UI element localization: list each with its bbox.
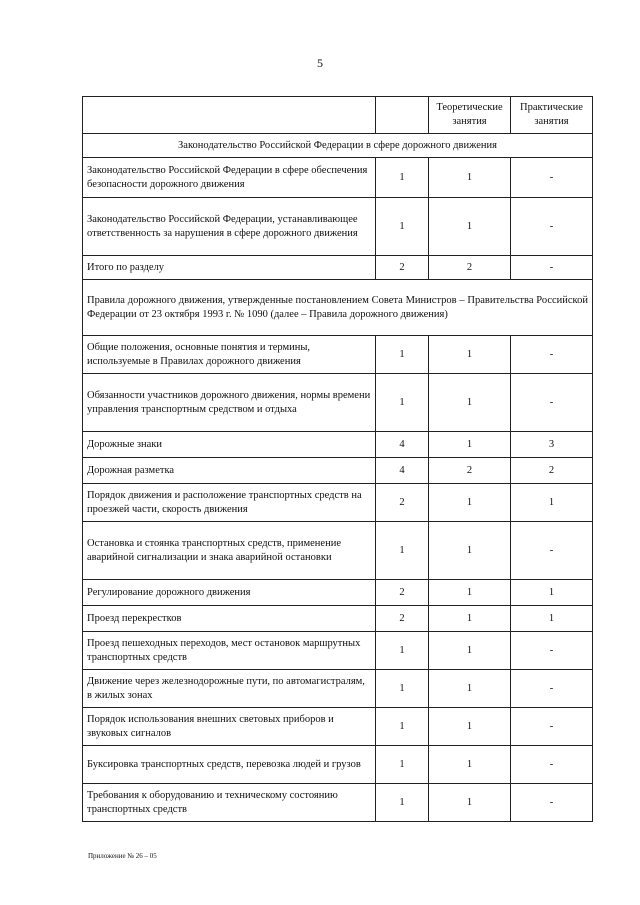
total-hours: 1: [376, 336, 429, 374]
practice-hours: -: [511, 632, 593, 670]
table-row: [83, 374, 593, 432]
table-row: [83, 336, 593, 374]
theory-hours: 1: [429, 484, 511, 522]
theory-hours: 1: [429, 158, 511, 198]
table-row: [83, 606, 593, 632]
practice-hours: -: [511, 670, 593, 708]
theory-hours: 2: [429, 458, 511, 484]
topic-name: Дорожные знаки: [83, 432, 376, 458]
table-row: [83, 632, 593, 670]
section-title-row: [83, 280, 593, 336]
subtotal-label: Итого по разделу: [83, 256, 376, 280]
table-row: [83, 746, 593, 784]
topic-name: Регулирование дорожного движения: [83, 580, 376, 606]
table-row: [83, 432, 593, 458]
table-row: [83, 784, 593, 822]
theory-hours: 1: [429, 784, 511, 822]
total-hours: 4: [376, 458, 429, 484]
practice-hours: -: [511, 198, 593, 256]
practice-hours: 2: [511, 458, 593, 484]
total-hours: 1: [376, 374, 429, 432]
section-title-row: [83, 134, 593, 158]
header-total-cell: [376, 97, 429, 134]
practice-hours: -: [511, 708, 593, 746]
theory-hours: 1: [429, 374, 511, 432]
topic-name: Порядок движения и расположение транспортных средств на проезжей части, скорость движения: [83, 484, 376, 522]
table-row: [83, 670, 593, 708]
total-hours: 1: [376, 198, 429, 256]
theory-hours: 1: [429, 708, 511, 746]
total-hours: 1: [376, 670, 429, 708]
header-practice-cell: Практические занятия: [511, 97, 593, 134]
topic-name: Законодательство Российской Федерации, устанавливающее ответственность за нарушения в сфере дорожного движения: [83, 198, 376, 256]
page-number: 5: [317, 56, 323, 70]
theory-hours: 1: [429, 336, 511, 374]
topic-name: Порядок использования внешних световых приборов и звуковых сигналов: [83, 708, 376, 746]
table-row: [83, 458, 593, 484]
practice-hours: -: [511, 336, 593, 374]
theory-hours: 1: [429, 632, 511, 670]
practice-hours: -: [511, 784, 593, 822]
table-row: [83, 484, 593, 522]
table-row: [83, 158, 593, 198]
theory-hours: 1: [429, 606, 511, 632]
topic-name: Проезд перекрестков: [83, 606, 376, 632]
table-row: [83, 580, 593, 606]
curriculum-table: [82, 96, 593, 822]
subtotal-row: [83, 256, 593, 280]
topic-name: Движение через железнодорожные пути, по автомагистралям, в жилых зонах: [83, 670, 376, 708]
theory-hours: 1: [429, 670, 511, 708]
total-hours: 2: [376, 606, 429, 632]
practice-hours: -: [511, 374, 593, 432]
total-hours: 2: [376, 484, 429, 522]
section1-title: Законодательство Российской Федерации в сфере дорожного движения: [83, 134, 593, 158]
theory-hours: 1: [429, 580, 511, 606]
topic-name: Буксировка транспортных средств, перевозка людей и грузов: [83, 746, 376, 784]
table-row: [83, 708, 593, 746]
table-row: [83, 522, 593, 580]
practice-hours: -: [511, 158, 593, 198]
theory-hours: 1: [429, 522, 511, 580]
total-hours: 1: [376, 522, 429, 580]
total-hours: 1: [376, 632, 429, 670]
section2-title: Правила дорожного движения, утвержденные постановлением Совета Министров – Правительства Российской Федерации от 23 октября 1993 г. № 1090 (далее – Правила дорожного движения): [83, 280, 593, 336]
topic-name: Общие положения, основные понятия и термины, используемые в Правилах дорожного движения: [83, 336, 376, 374]
subtotal-practice: -: [511, 256, 593, 280]
total-hours: 2: [376, 580, 429, 606]
total-hours: 1: [376, 746, 429, 784]
topic-name: Требования к оборудованию и техническому состоянию транспортных средств: [83, 784, 376, 822]
theory-hours: 1: [429, 432, 511, 458]
practice-hours: 1: [511, 606, 593, 632]
topic-name: Обязанности участников дорожного движения, нормы времени управления транспортным средством и отдыха: [83, 374, 376, 432]
topic-name: Остановка и стоянка транспортных средств, применение аварийной сигнализации и знака аварийной остановки: [83, 522, 376, 580]
table-header-row: [83, 97, 593, 134]
header-theory-cell: Теоретические занятия: [429, 97, 511, 134]
topic-name: Дорожная разметка: [83, 458, 376, 484]
subtotal-total: 2: [376, 256, 429, 280]
footer-appendix-label: Приложение № 26 – 05: [88, 852, 157, 860]
practice-hours: 1: [511, 580, 593, 606]
practice-hours: 1: [511, 484, 593, 522]
theory-hours: 1: [429, 198, 511, 256]
theory-hours: 1: [429, 746, 511, 784]
total-hours: 1: [376, 158, 429, 198]
topic-name: Проезд пешеходных переходов, мест остановок маршрутных транспортных средств: [83, 632, 376, 670]
table-row: [83, 198, 593, 256]
total-hours: 1: [376, 784, 429, 822]
header-topic-cell: [83, 97, 376, 134]
total-hours: 1: [376, 708, 429, 746]
total-hours: 4: [376, 432, 429, 458]
practice-hours: -: [511, 746, 593, 784]
practice-hours: 3: [511, 432, 593, 458]
practice-hours: -: [511, 522, 593, 580]
topic-name: Законодательство Российской Федерации в сфере обеспечения безопасности дорожного движения: [83, 158, 376, 198]
subtotal-theory: 2: [429, 256, 511, 280]
